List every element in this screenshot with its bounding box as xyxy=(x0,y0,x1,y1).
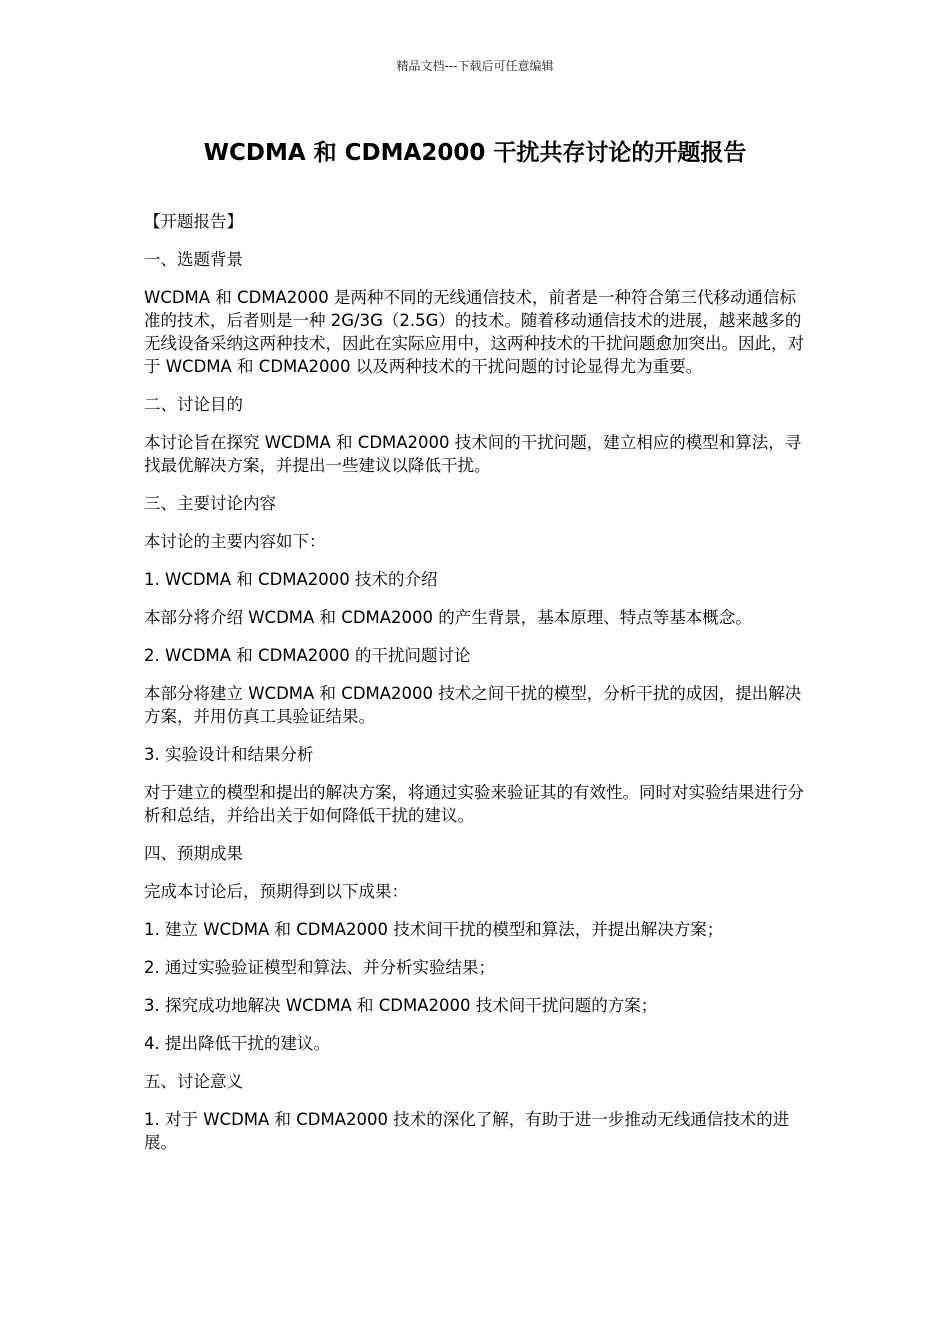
list-item: 1. 建立 WCDMA 和 CDMA2000 技术间干扰的模型和算法，并提出解决方案； xyxy=(144,920,724,939)
section-heading: 四、预期成果 xyxy=(144,844,243,863)
section-heading: 二、讨论目的 xyxy=(144,395,243,414)
list-item: 1. WCDMA 和 CDMA2000 技术的介绍 xyxy=(144,570,438,589)
header-note: 精品文档---下载后可任意编辑 xyxy=(396,59,554,73)
list-item: 4. 提出降低干扰的建议。 xyxy=(144,1034,330,1053)
section-heading: 三、主要讨论内容 xyxy=(144,494,276,513)
paragraph: WCDMA 和 CDMA2000 是两种不同的无线通信技术，前者是一种符合第三代移动通信标准的技术，后者则是一种 2G/3G（2.5G）的技术。随着移动通信技术的进展，越来越多的无线设备采纳这两种技术，因此在实际应用中，这两种技术的干扰问题愈加突出。因此，对于 WCDMA 和 CDMA2000 以及两种技术的干扰问题的讨论显得尤为重要。 xyxy=(144,288,804,376)
paragraph: 本讨论的主要内容如下： xyxy=(144,532,326,551)
list-item: 3. 实验设计和结果分析 xyxy=(144,745,314,764)
section-label: 【开题报告】 xyxy=(144,212,243,231)
paragraph: 本讨论旨在探究 WCDMA 和 CDMA2000 技术间的干扰问题，建立相应的模型和算法，寻找最优解决方案，并提出一些建议以降低干扰。 xyxy=(144,433,802,475)
list-item: 3. 探究成功地解决 WCDMA 和 CDMA2000 技术间干扰问题的方案； xyxy=(144,996,658,1015)
document-title: WCDMA 和 CDMA2000 干扰共存讨论的开题报告 xyxy=(203,140,747,166)
document-body xyxy=(144,210,812,1169)
section-heading: 一、选题背景 xyxy=(144,250,243,269)
paragraph: 对于建立的模型和提出的解决方案，将通过实验来验证其的有效性。同时对实验结果进行分析和总结，并给出关于如何降低干扰的建议。 xyxy=(144,783,804,825)
paragraph: 本部分将介绍 WCDMA 和 CDMA2000 的产生背景，基本原理、特点等基本概念。 xyxy=(144,608,752,627)
list-item: 1. 对于 WCDMA 和 CDMA2000 技术的深化了解，有助于进一步推动无线通信技术的进展。 xyxy=(144,1110,790,1152)
paragraph: 本部分将建立 WCDMA 和 CDMA2000 技术之间干扰的模型，分析干扰的成因，提出解决方案，并用仿真工具验证结果。 xyxy=(144,684,802,726)
paragraph: 完成本讨论后，预期得到以下成果： xyxy=(144,882,408,901)
section-heading: 五、讨论意义 xyxy=(144,1072,243,1091)
list-item: 2. WCDMA 和 CDMA2000 的干扰问题讨论 xyxy=(144,646,471,665)
list-item: 2. 通过实验验证模型和算法、并分析实验结果； xyxy=(144,958,495,977)
